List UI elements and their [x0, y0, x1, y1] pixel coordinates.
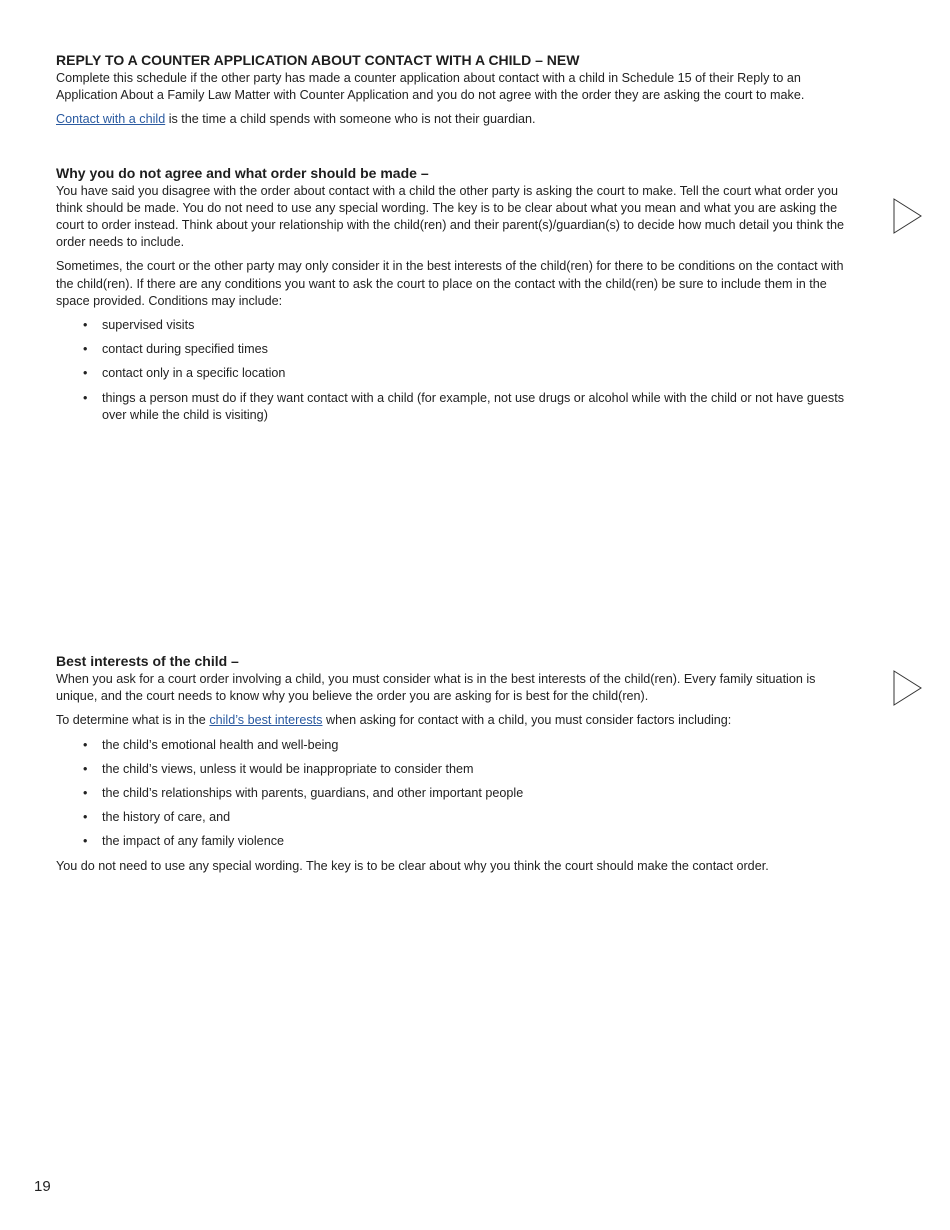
list-item-text: the child’s emotional health and well-being	[102, 737, 339, 752]
paragraph: You have said you disagree with the order about contact with a child the other party is asking the court to make. Tell the court what order you think should be made. You do not need to use any special wording. The key is to be clear about what you mean and what you are asking the court to order instead. Think about your relationship with the child(ren) and their parent(s)/guardian(s) to decide how much detail you think the order needs to include.	[56, 183, 845, 250]
paragraph: When you ask for a court order involving a child, you must consider what is in the best interests of the child(ren). Every family situation is unique, and the court needs to know why you believe the order you are asking for is best for the child(ren).	[56, 672, 816, 704]
contact-with-child-link[interactable]: Contact with a child	[56, 112, 166, 127]
childs-best-interests-link[interactable]: child’s best interests	[209, 713, 323, 728]
list-item	[56, 737, 856, 754]
bullet-icon: •	[83, 737, 88, 752]
list-item-text: the child’s relationships with parents, guardians, and other important people	[102, 786, 524, 801]
bullet-icon: •	[83, 786, 88, 801]
document-page	[56, 52, 856, 431]
paragraph-text: when asking for contact with a child, you must consider factors including:	[322, 713, 732, 728]
paragraph-text: To determine what is in the	[56, 713, 210, 728]
section-reply-counter-application	[56, 52, 856, 129]
bullet-icon: •	[83, 390, 88, 405]
bullet-icon: •	[83, 761, 88, 776]
list-item	[56, 785, 856, 802]
list-item-text: contact only in a specific location	[102, 366, 286, 381]
list-item	[56, 809, 856, 826]
list-item-text: the impact of any family violence	[102, 834, 284, 849]
intro-paragraph: Complete this schedule if the other party has made a counter application about contact with a child in Schedule 15 of their Reply to an Application About a Family Law Matter with Counter Application and you do not agree with the order they are asking the court to make.	[56, 71, 805, 103]
section-heading: Best interests of the child –	[56, 653, 239, 669]
list-item	[56, 317, 856, 334]
list-item	[56, 390, 856, 424]
list-item	[56, 341, 856, 358]
page-number: 19	[34, 1178, 51, 1195]
bullet-icon: •	[83, 834, 88, 849]
paragraph	[56, 712, 856, 729]
bullet-icon: •	[83, 342, 88, 357]
list-item	[56, 761, 856, 778]
section-why-disagree	[56, 165, 856, 424]
list-item-text: the child’s views, unless it would be inappropriate to consider them	[102, 761, 474, 776]
list-item-text: things a person must do if they want contact with a child (for example, not use drugs or alcohol while with the child or not have guests over while the child is visiting)	[102, 390, 845, 422]
definition-text: is the time a child spends with someone who is not their guardian.	[165, 112, 536, 127]
list-item-text: contact during specified times	[102, 342, 268, 357]
play-arrow-icon[interactable]	[893, 198, 923, 234]
paragraph: Sometimes, the court or the other party may only consider it in the best interests of the child(ren) for there to be conditions on the contact with the child(ren). If there are any conditions you want to ask the court to place on the contact with the child(ren) be sure to include them in the space provided. Conditions may include:	[56, 259, 844, 308]
list-item	[56, 365, 856, 382]
section-heading: REPLY TO A COUNTER APPLICATION ABOUT CONTACT WITH A CHILD – NEW	[56, 52, 580, 68]
closing-paragraph: You do not need to use any special wording. The key is to be clear about why you think the court should make the contact order.	[56, 858, 769, 873]
section-best-interests	[56, 653, 856, 882]
list-item-text: supervised visits	[102, 318, 195, 333]
conditions-list	[56, 317, 856, 424]
list-item-text: the history of care, and	[102, 810, 231, 825]
bullet-icon: •	[83, 366, 88, 381]
definition-paragraph	[56, 111, 856, 128]
section-heading: Why you do not agree and what order should be made –	[56, 164, 429, 181]
bullet-icon: •	[83, 318, 88, 333]
play-arrow-icon[interactable]	[893, 670, 923, 706]
list-item	[56, 833, 856, 850]
bullet-icon: •	[83, 810, 88, 825]
factors-list	[56, 737, 856, 851]
